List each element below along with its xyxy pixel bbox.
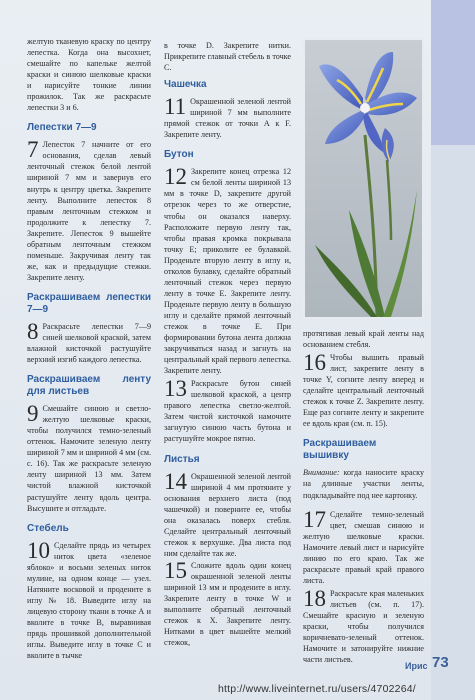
step-9 [27,403,151,513]
page-sidebar [431,0,475,700]
intro-text: желтую тканевую краску по центру лепестка. Когда она высохнет, смешайте по капельке желтой краски и синюю шелковые краски и нарисуйте тонкие линии прожилок. Так же раскрасьте лепестки 3 и 6. [27,37,151,113]
step-text: Окрашенной зеленой лентой шириной 7 мм выполните прямой стежок от точки А к F. Закрепите ленту. [164,97,291,140]
step-text: Окрашенной зеленой лентой шириной 4 мм протяните у основания верхнего листа (под чашечкой) и поверните ее, чтобы она оказалась поверх стебля. Сделайте центральный ленточный стежок к верхушке. Два листа под ним сделайте так же. [164,471,291,558]
step-17 [303,509,424,586]
step-12 [164,166,291,376]
heading-bud: Бутон [164,149,194,161]
heading-paint-petals: Раскрашиваем лепестки 7—9 [27,291,151,315]
step-7 [27,139,151,283]
step-8 [27,321,151,365]
step-number: 16 [303,352,326,376]
step-number: 15 [164,559,187,583]
step-number: 13 [164,378,187,402]
step-18 [303,588,424,665]
note [303,467,424,500]
step-10 [27,540,151,662]
col3-intro-text: протягивая левый край ленты над основанием стебля. [303,329,424,350]
heading-paint-leaves: Раскрашиваем ленту для листьев [27,374,151,398]
step-number: 12 [164,166,187,190]
step-text: Чтобы вышить правый лист, закрепите ленту в точке Y, согните ленту вперед и сделайте центральный ленточный стежок к точке Z. Закрепите ленту. Еще раз согните ленту и закрепите ее вдоль края (см. п. 15). [303,353,424,429]
iris-illustration [305,40,422,317]
heading-petals-7-9: Лепестки 7—9 [27,122,97,134]
step-text: Сделайте прядь из четырех ниток цвета «зеленое яблоко» и восьми зеленых ниток мулине, на одном конце — узел. Натяните восковой и продените в иглу № 18. Выведите иглу на лицевую сторону ткани в точке А и вколите в точке В, выравнивая прядь прошивкой дополнительной иглы. Выведите иглу в точке С и вколите в тычке [27,540,151,661]
note-text: когда наносите краску на длинные участки ленты, подкладывайте под нее картонку. [303,468,425,500]
step-number: 18 [303,587,326,611]
heading-calyx: Чашечка [164,79,207,91]
note-label: Внимание: [303,468,340,478]
step-number: 11 [164,96,187,120]
section-tab [431,0,475,145]
column-2 [164,40,291,648]
footer-title: Ирис [405,661,428,671]
column-3 [303,328,424,665]
watermark-url: http://www.liveinternet.ru/users/4702264/ [218,683,416,695]
step-number: 10 [27,539,50,563]
step-text: Раскрасьте лепестки 7—9 синей шелковой краской, затем влажной кисточкой растушуйте верхний изгиб каждого лепестка. [27,321,151,365]
iris-photo [303,38,424,319]
step-11 [164,96,291,140]
column-1 [27,36,151,661]
step-text: Сложите вдоль один конец окрашенной зеленой ленты шириной 13 мм и продените в иглу. Закрепите ленту в точке W и выполните обратный ленточный стежок к X. Закрепите ленту. Нитками в цвет вышейте мелкий стежок, [164,560,291,648]
step-text: Смешайте синюю и светло-желтую шелковые краски, чтобы получился темно-зеленый оттенок. Намочите зеленую ленту шириной 7 мм и шириной 4 мм (см. с. 16). Так же раскрасьте зеленую ленту шириной 13 мм. Затем чистой влажной кисточкой растушуйте ленту вдоль центра. Высушите и отгладьте. [27,404,151,513]
heading-leaves: Листья [164,453,200,465]
step-13 [164,378,291,444]
step-number: 17 [303,508,326,532]
col2-intro-text: в точке D. Закрепите нитки. Прикрепите главный стебель в точке С. [164,41,291,73]
step-text: Лепесток 7 начните от его основания, сделав левый ленточный стежок белой лентой шириной 7 мм и завернув его внутрь к центру цветка. Закрепите ленту. Выполните лепесток 8 правым ленточным стежком и продолжите к лепестку 7. Закрепите. Лепесток 9 вышейте обратным ленточным стежком поменьше. Закручивая ленту так же, как и предыдущие стежки. Закрепите ленту. [27,140,151,282]
heading-paint-embroidery: Раскрашиваем вышивку [303,438,377,462]
step-number: 7 [27,139,39,163]
step-14 [164,471,291,559]
step-text: Раскрасьте бутон синей шелковой краской, а центр правого лепестка светло-желтой. Затем чистой кисточкой намочите загнутую синюю часть бутона и растушуйте мокрое пятно. [164,379,291,444]
step-16 [303,352,424,429]
step-text: Раскрасьте края маленьких листьев (см. п. 17). Смешайте красную и зеленую краски, чтобы получился коричневато-зеленый оттенок. Намочите и затонируйте нижние части листьев. [303,588,424,665]
step-number: 8 [27,320,39,344]
step-text: Закрепите конец отрезка 12 см белой ленты шириной 13 мм в точке D, закрепите другой отрезок через то же отверстие, чтобы он оказался наверху. Расположите первую ленту так, чтобы правая кромка покрывала точку Е; приколите ее булавкой. Проденьте вторую ленту в иглу и, отколов булавку, сделайте обратный ленточный стежок через первую ленту в точке Е. Закрепите ленту. Проденьте первую ленту в большую иглу и сделайте прямой ленточный стежок в точке Е. При формировании бутона лента должна закручиваться назад и загнуть на центральный край первого лепестка. Закрепите ленту. [164,167,291,376]
step-number: 14 [164,470,187,494]
step-text: Сделайте темно-зеленый цвет, смешав синюю и желтую шелковые краски. Намочите левый лист и нарисуйте линию по его краю. Так же раскрасьте правый край правого листа. [303,509,424,585]
heading-stem: Стебель [27,522,69,534]
page-number: 73 [432,654,449,671]
step-number: 9 [27,403,39,427]
step-15 [164,560,291,648]
